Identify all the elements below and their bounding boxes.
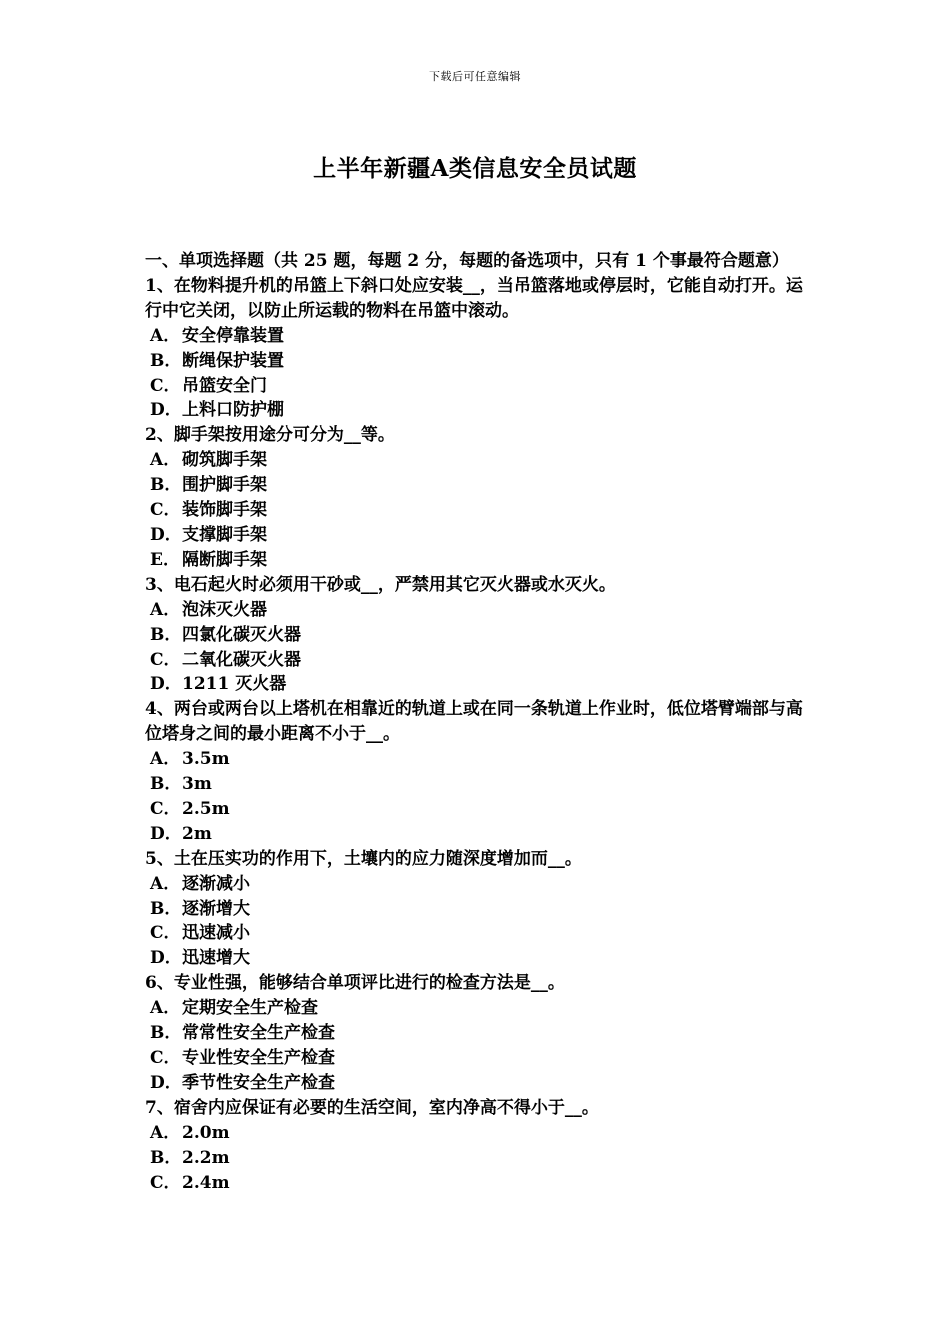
question-6 [145, 971, 810, 1096]
section-heading: 一、单项选择题（共 25 题，每题 2 分，每题的备选项中，只有 1 个事最符合题意） [145, 251, 789, 271]
option-text: 迅速减小 [182, 923, 250, 944]
option-letter: C． [150, 649, 181, 670]
option-letter: B． [150, 1147, 182, 1168]
answer-option [145, 872, 810, 897]
answer-option [145, 822, 810, 847]
option-text: 上料口防护棚 [182, 400, 284, 421]
answer-option [145, 1146, 810, 1171]
answer-option [145, 623, 810, 648]
option-text: 逐渐减小 [182, 873, 250, 894]
option-letter: A． [150, 1122, 181, 1143]
option-text: 二氧化碳灭火器 [182, 649, 301, 670]
answer-option [145, 398, 810, 423]
question-stem: 7、宿舍内应保证有必要的生活空间，室内净高不得小于__。 [145, 1097, 599, 1118]
answer-option [145, 548, 810, 573]
option-text: 季节性安全生产检查 [182, 1072, 335, 1093]
option-letter: C． [150, 923, 181, 944]
question-list [145, 274, 810, 1196]
option-text: 1211 灭火器 [182, 674, 287, 695]
option-text: 迅速增大 [182, 948, 250, 969]
answer-option [145, 523, 810, 548]
option-letter: A． [150, 450, 181, 471]
option-letter: B． [150, 898, 182, 919]
option-text: 2.5m [182, 798, 230, 819]
answer-option [145, 324, 810, 349]
answer-option [145, 1021, 810, 1046]
option-text: 3m [182, 774, 212, 795]
option-text: 围护脚手架 [182, 475, 267, 496]
answer-option [145, 498, 810, 523]
option-text: 砌筑脚手架 [182, 450, 267, 471]
answer-option [145, 349, 810, 374]
option-letter: B． [150, 624, 182, 645]
option-text: 专业性安全生产检查 [182, 1048, 335, 1068]
option-text: 常常性安全生产检查 [182, 1023, 335, 1044]
option-letter: A． [150, 599, 181, 620]
option-letter: E． [150, 549, 180, 570]
option-letter: C． [150, 1048, 181, 1068]
question-2 [145, 423, 810, 572]
answer-option [145, 448, 810, 473]
option-text: 2.2m [182, 1147, 230, 1168]
option-text: 2.4m [182, 1172, 230, 1193]
option-text: 逐渐增大 [182, 898, 250, 919]
option-letter: D． [150, 524, 182, 545]
option-text: 安全停靠装置 [182, 325, 284, 346]
answer-option [145, 797, 810, 822]
document-title: 上半年新疆A类信息安全员试题 [313, 155, 637, 182]
option-letter: D． [150, 400, 182, 421]
option-letter: D． [150, 1072, 182, 1093]
option-letter: D． [150, 674, 182, 695]
option-text: 2m [182, 823, 212, 844]
header-note: 下载后可任意编辑 [429, 70, 521, 83]
question-stem: 3、电石起火时必须用干砂或__，严禁用其它灭火器或水灭火。 [145, 574, 616, 595]
option-letter: B． [150, 475, 182, 496]
option-letter: C． [150, 500, 181, 521]
option-letter: A． [150, 325, 181, 346]
option-letter: D． [150, 823, 182, 844]
answer-option [145, 996, 810, 1021]
option-letter: B． [150, 350, 182, 371]
option-letter: B． [150, 774, 182, 795]
option-letter: C． [150, 375, 181, 396]
answer-option [145, 772, 810, 797]
option-text: 隔断脚手架 [182, 549, 267, 570]
answer-option [145, 473, 810, 498]
answer-option [145, 1121, 810, 1146]
answer-option [145, 747, 810, 772]
question-4 [145, 697, 810, 846]
question-stem: 6、专业性强，能够结合单项评比进行的检查方法是__。 [145, 973, 565, 994]
question-3 [145, 573, 810, 698]
question-7 [145, 1096, 810, 1196]
option-text: 四氯化碳灭火器 [182, 624, 301, 645]
answer-option [145, 897, 810, 922]
option-letter: A． [150, 873, 181, 894]
option-letter: C． [150, 1172, 181, 1193]
question-stem: 5、土在压实功的作用下，土壤内的应力随深度增加而__。 [145, 848, 582, 869]
answer-option [145, 598, 810, 623]
answer-option [145, 374, 810, 399]
option-text: 定期安全生产检查 [182, 998, 318, 1019]
option-text: 断绳保护装置 [182, 350, 284, 371]
answer-option [145, 921, 810, 946]
answer-option [145, 946, 810, 971]
option-letter: B． [150, 1023, 182, 1044]
option-letter: C． [150, 798, 181, 819]
option-text: 装饰脚手架 [182, 500, 267, 521]
option-letter: D． [150, 948, 182, 969]
option-letter: A． [150, 998, 181, 1019]
option-text: 泡沫灭火器 [182, 599, 267, 620]
question-5 [145, 847, 810, 972]
option-text: 3.5m [182, 749, 230, 770]
answer-option [145, 1046, 810, 1071]
answer-option [145, 1071, 810, 1096]
question-stem: 1、在物料提升机的吊篮上下斜口处应安装__，当吊篮落地或停层时，它能自动打开。运行中它关闭，以防止所运载的物料在吊篮中滚动。 [145, 275, 803, 321]
option-text: 2.0m [182, 1122, 230, 1143]
document-body [145, 249, 810, 1195]
option-letter: A． [150, 749, 181, 770]
option-text: 吊篮安全门 [182, 375, 267, 396]
option-text: 支撑脚手架 [182, 524, 267, 545]
question-stem: 4、两台或两台以上塔机在相靠近的轨道上或在同一条轨道上作业时，低位塔臂端部与高位塔身之间的最小距离不小于__。 [145, 699, 803, 745]
answer-option [145, 1171, 810, 1196]
question-stem: 2、脚手架按用途分可分为__等。 [145, 425, 395, 446]
answer-option [145, 648, 810, 673]
question-1 [145, 274, 810, 423]
answer-option [145, 672, 810, 697]
